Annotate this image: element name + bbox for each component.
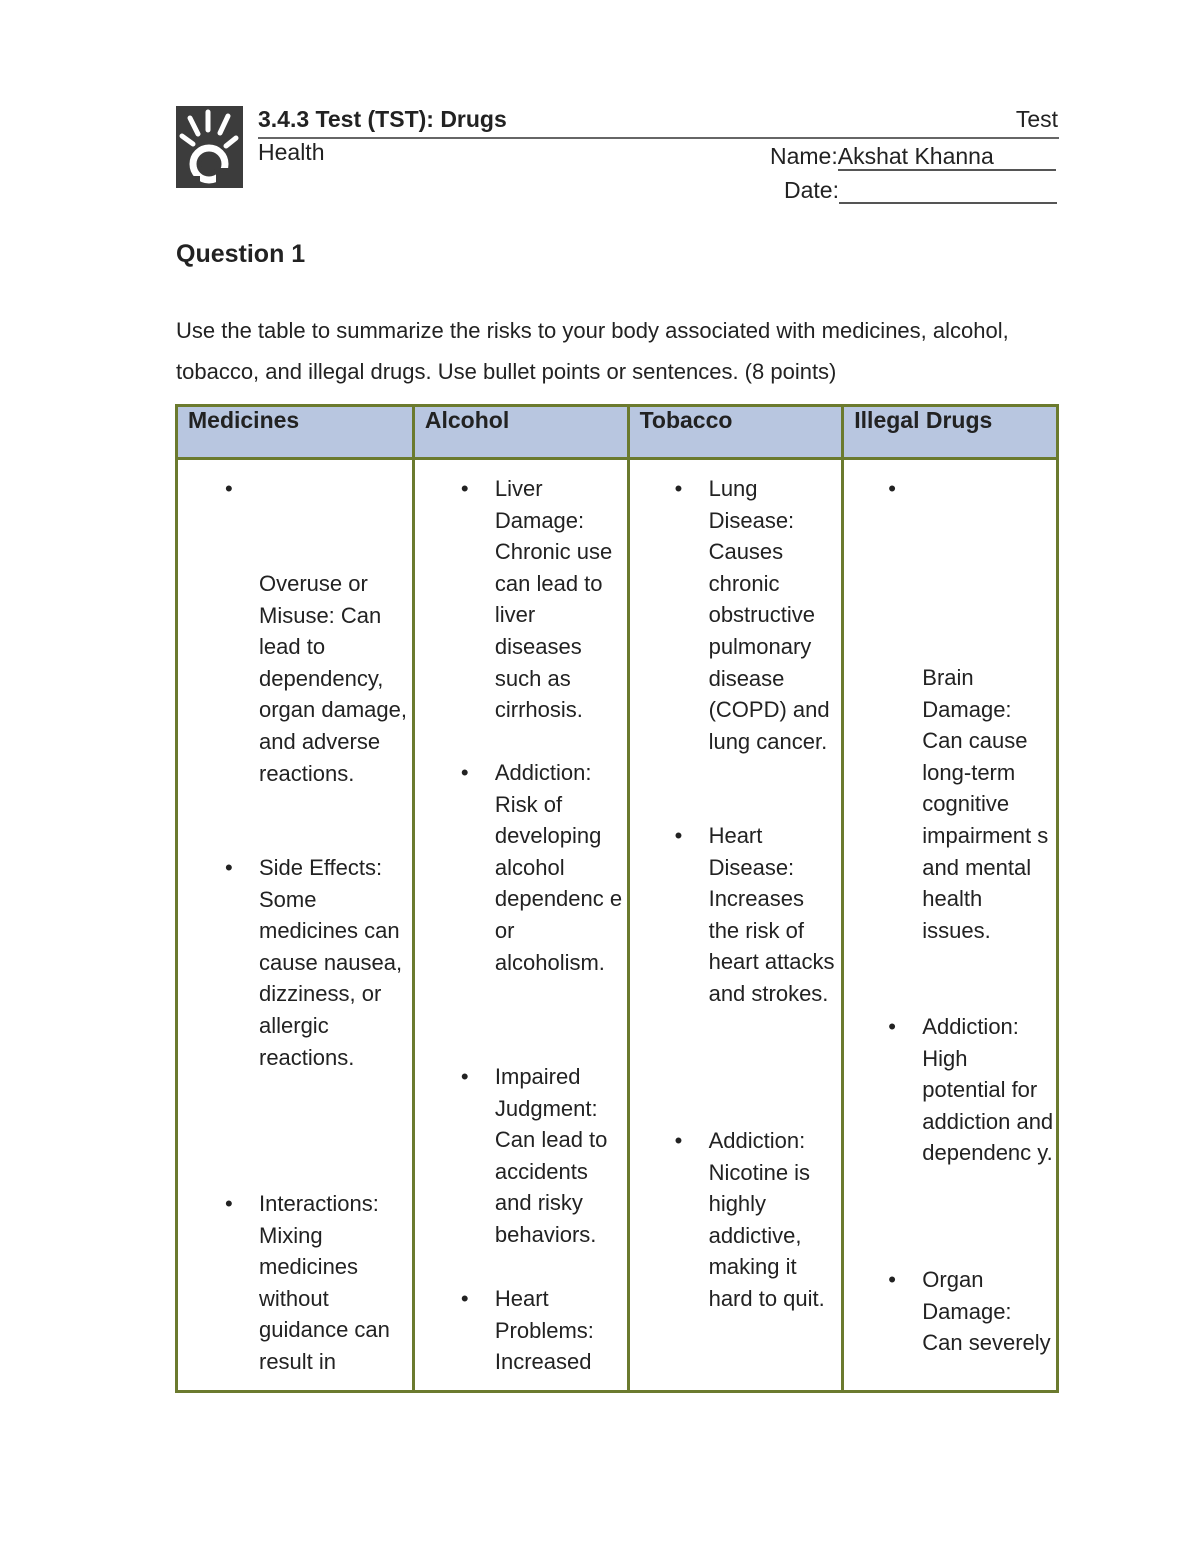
name-field[interactable]: Akshat Khanna [838, 143, 1056, 171]
bullet-dot: • [225, 1191, 233, 1216]
document-title: 3.4.3 Test (TST): Drugs [258, 106, 507, 132]
alcohol-bullet [460, 473, 625, 726]
date-field[interactable] [839, 176, 1057, 204]
header-illegal-drugs: Illegal Drugs [843, 406, 1058, 459]
question-heading: Question 1 [176, 240, 306, 268]
bullet-dot: • [225, 855, 233, 880]
list-item-text: Side Effects: Some medicines can cause nausea, dizziness, or allergic reactions. [259, 855, 403, 1070]
header-divider [258, 137, 1059, 139]
question-prompt: Use the table to summarize the risks to your body associated with medicines, alcohol, tobacco, and illegal drugs. Use bullet points or sentences. (8 points) [176, 318, 1009, 384]
list-item-text: Impaired Judgment: Can lead to accidents and risky behaviors. [494, 1064, 608, 1247]
list-item-text: Interactions: Mixing medicines without guidance can result in [259, 1191, 390, 1374]
bullet-dot: • [460, 1064, 469, 1089]
logo [176, 106, 243, 188]
list-item-text: Organ Damage: Can severely [922, 1267, 1051, 1356]
illegal-drugs-bullet [888, 1264, 1054, 1359]
bullet-dot: • [674, 476, 683, 501]
illegal-drugs-bullet [888, 1011, 1054, 1169]
list-item-text: Addiction: Nicotine is highly addictive, making it hard to quit. [708, 1128, 825, 1311]
tobacco-bullet [674, 820, 841, 1010]
risk-table [175, 404, 1059, 1393]
tobacco-bullet [674, 473, 841, 757]
list-item-text: Overuse or Misuse: Can lead to dependency, organ damage, and adverse reactions. [259, 571, 407, 786]
list-item-text: Lung Disease: Causes chronic obstructive pulmonary disease (COPD) and lung cancer. [708, 476, 830, 754]
header-tobacco: Tobacco [628, 406, 843, 459]
list-item-text: Liver Damage: Chronic use can lead to liver diseases such as cirrhosis. [494, 476, 613, 723]
bullet-dot: • [674, 823, 683, 848]
date-label: Date: [784, 177, 839, 203]
document-type: Test [1015, 106, 1058, 132]
bullet-dot: • [460, 476, 469, 501]
cell-alcohol[interactable] [413, 459, 628, 1392]
cell-illegal-drugs[interactable] [843, 459, 1058, 1392]
medicines-bullet [225, 1188, 409, 1378]
header-alcohol: Alcohol [413, 406, 628, 459]
bullet-dot: • [888, 1267, 896, 1292]
bullet-dot: • [888, 1014, 896, 1039]
list-item-text: Brain Damage: Can cause long-term cognitive impairment s and mental health issues. [922, 665, 1049, 943]
medicines-bullet [225, 852, 409, 1073]
table-row [177, 459, 1058, 1392]
bullet-dot: • [460, 760, 469, 785]
header-medicines: Medicines [177, 406, 414, 459]
name-field-row [770, 143, 1056, 171]
cell-medicines[interactable] [177, 459, 414, 1392]
date-field-row [784, 176, 1057, 204]
tobacco-bullet [674, 1125, 841, 1315]
list-item-text: Heart Problems: Increased [494, 1286, 594, 1375]
illegal-drugs-bullet [922, 662, 1054, 946]
cell-tobacco[interactable] [628, 459, 843, 1392]
list-item-text: Addiction: Risk of developing alcohol dependenc e or alcoholism. [494, 760, 623, 975]
bullet-dot: • [225, 476, 233, 501]
alcohol-bullet [460, 1061, 625, 1251]
alcohol-bullet [460, 1283, 625, 1378]
table-header-row [177, 406, 1058, 459]
bullet-dot: • [888, 476, 896, 501]
medicines-bullet [259, 568, 409, 789]
list-item-text: Addiction: High potential for addiction and dependenc y. [922, 1014, 1054, 1166]
bullet-dot: • [674, 1128, 683, 1153]
subject-label: Health [258, 139, 325, 165]
bullet-dot: • [460, 1286, 469, 1311]
alcohol-bullet [460, 757, 625, 978]
name-label: Name: [770, 143, 838, 169]
list-item-text: Heart Disease: Increases the risk of heart attacks and strokes. [708, 823, 835, 1006]
